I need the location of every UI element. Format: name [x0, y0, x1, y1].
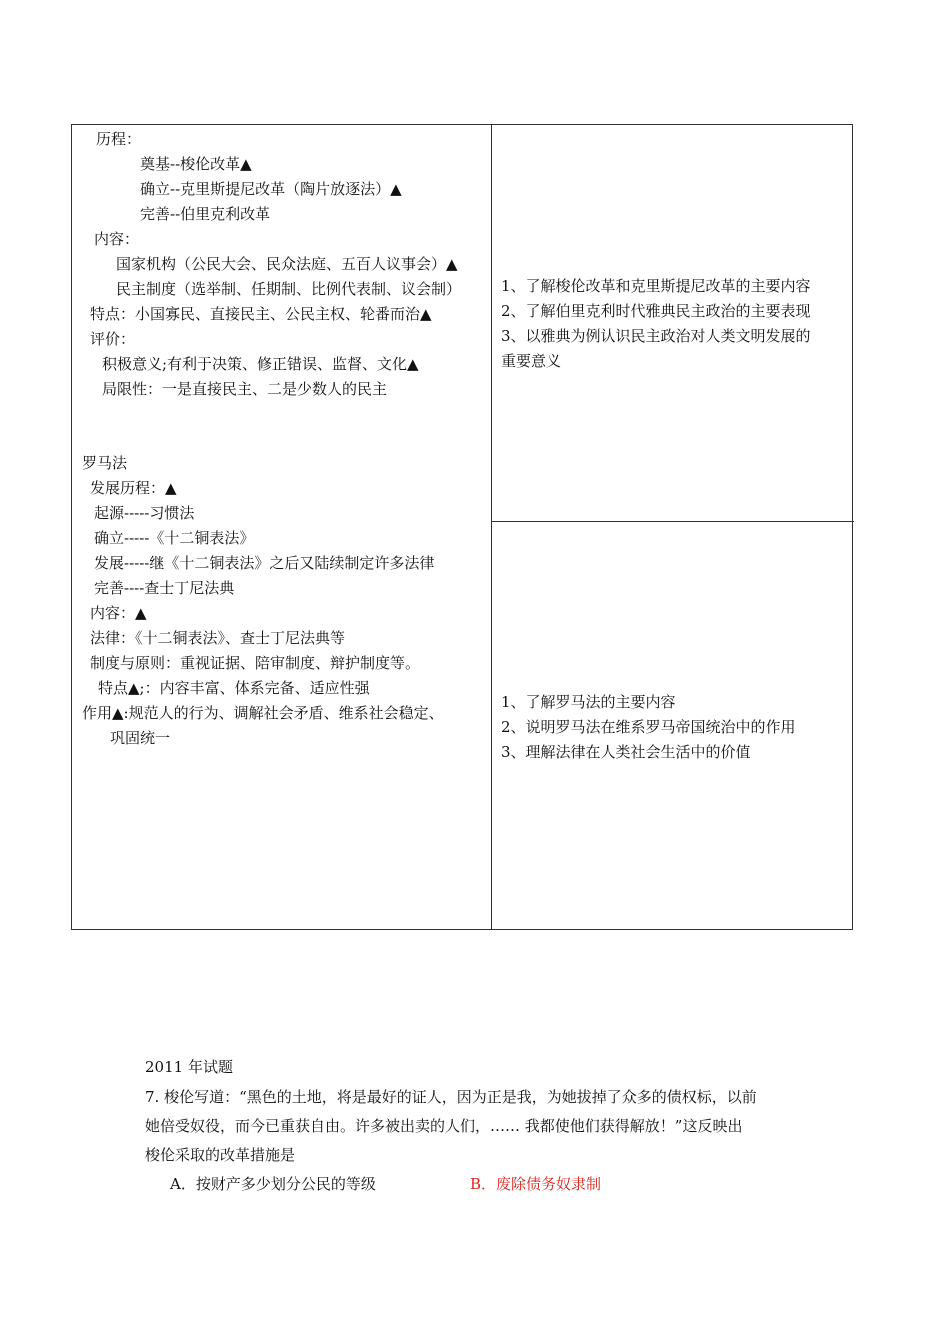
question-line: 她倍受奴役，而今已重获自由。许多被出卖的人们，…… 我都使他们获得解放！”这反映出 — [145, 1117, 743, 1135]
option-a: A．按财产多少划分公民的等级 — [170, 1175, 376, 1193]
option-b-answer: B．废除债务奴隶制 — [470, 1175, 602, 1193]
question-line: 7. 梭伦写道：“黑色的土地，将是最好的证人，因为正是我，为她拔掉了众多的债权标，以前 — [145, 1088, 757, 1106]
rome-line: 作用▲:规范人的行为、调解社会矛盾、维系社会稳定、 — [82, 704, 444, 722]
athens-line: 内容： — [94, 230, 140, 248]
rome-line: 起源-----习惯法 — [94, 504, 195, 522]
column-divider — [491, 125, 492, 929]
athens-line: 民主制度（选举制、任期制、比例代表制、议会制） — [116, 280, 462, 298]
athens-goal: 重要意义 — [501, 352, 562, 370]
athens-line: 国家机构（公民大会、民众法庭、五百人议事会）▲ — [116, 255, 458, 273]
rome-line: 确立-----《十二铜表法》 — [94, 529, 255, 547]
rome-line: 发展-----继《十二铜表法》之后又陆续制定许多法律 — [94, 554, 435, 572]
athens-line: 评价： — [90, 330, 136, 348]
rome-line: 巩固统一 — [110, 729, 171, 747]
row-divider — [491, 521, 854, 522]
question-line: 梭伦采取的改革措施是 — [145, 1146, 296, 1164]
rome-goal: 3、理解法律在人类社会生活中的价值 — [501, 743, 751, 761]
exam-year-title: 2011 年试题 — [145, 1058, 233, 1076]
rome-line: 完善----查士丁尼法典 — [94, 579, 235, 597]
athens-line: 历程： — [96, 130, 142, 148]
athens-goal: 3、以雅典为例认识民主政治对人类文明发展的 — [501, 327, 811, 345]
athens-line: 完善--伯里克利改革 — [140, 205, 271, 223]
rome-heading: 罗马法 — [82, 454, 128, 472]
rome-line: 发展历程：▲ — [90, 479, 177, 497]
rome-line: 内容：▲ — [90, 604, 147, 622]
content-table — [71, 124, 853, 930]
rome-line: 制度与原则：重视证据、陪审制度、辩护制度等。 — [90, 654, 421, 672]
athens-line: 奠基--梭伦改革▲ — [140, 155, 252, 173]
rome-line: 法律：《十二铜表法》、查士丁尼法典等 — [90, 629, 346, 647]
athens-goal: 2、了解伯里克利时代雅典民主政治的主要表现 — [501, 302, 811, 320]
rome-line: 特点▲;：内容丰富、体系完备、适应性强 — [98, 679, 370, 697]
athens-line: 局限性：一是直接民主、二是少数人的民主 — [102, 380, 388, 398]
rome-goal: 2、说明罗马法在维系罗马帝国统治中的作用 — [501, 718, 796, 736]
athens-goal: 1、了解梭伦改革和克里斯提尼改革的主要内容 — [501, 277, 811, 295]
athens-line: 特点：小国寡民、直接民主、公民主权、轮番而治▲ — [90, 305, 432, 323]
athens-line: 积极意义;有利于决策、修正错误、监督、文化▲ — [102, 355, 419, 373]
athens-line: 确立--克里斯提尼改革（陶片放逐法）▲ — [140, 180, 402, 198]
rome-goal: 1、了解罗马法的主要内容 — [501, 693, 676, 711]
